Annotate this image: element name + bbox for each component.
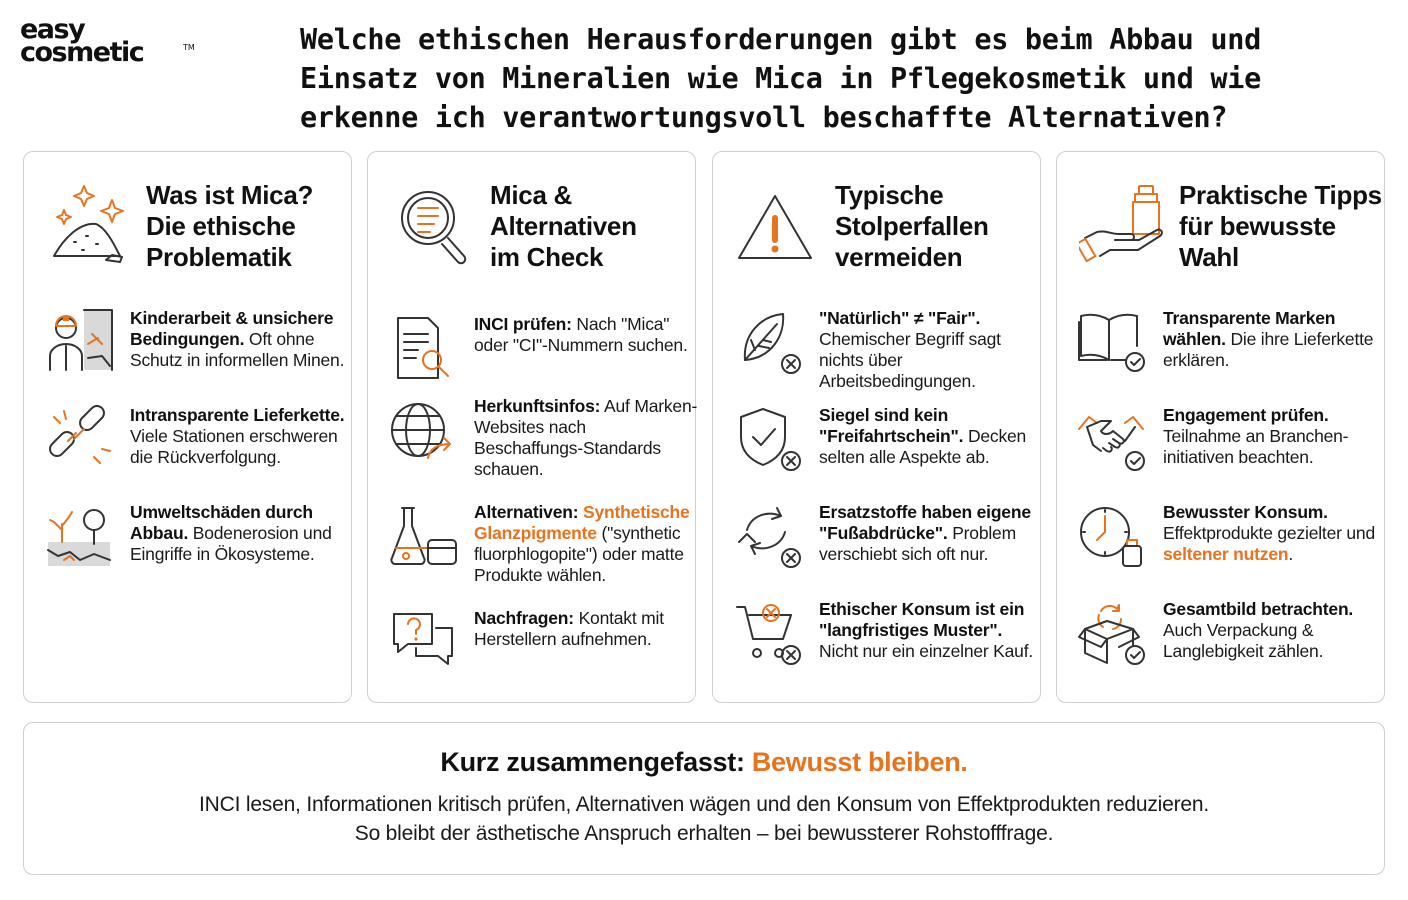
summary-line-1: INCI lesen, Informationen kritisch prüfen, Alternativen wägen und den Konsum von Effektprodukten reduzieren.	[199, 793, 1209, 816]
item-text	[1163, 502, 1388, 565]
item-bold: Herkunftsinfos:	[474, 396, 601, 416]
card-title-line: Was ist Mica?	[146, 180, 314, 210]
item-text	[1163, 405, 1388, 468]
item-body: Auf Marken-Websites nach Beschaffungs-Standards schauen.	[474, 396, 698, 479]
summary-box	[23, 722, 1385, 875]
item-text	[474, 314, 699, 356]
item-body: Auch Verpackung & Langlebigkeit zählen.	[1163, 620, 1324, 661]
item-highlight: Synthetische Glanzpigmente	[474, 502, 690, 543]
card-title-line: für bewusste	[1179, 211, 1336, 241]
item-text	[819, 599, 1044, 662]
clock-bottle-icon	[1077, 502, 1147, 572]
item-body: Kontakt mit Herstellern aufnehmen.	[474, 608, 664, 649]
summary-line-2: So bleibt der ästhetische Anspruch erhalten – bei bewussterer Rohstofffrage.	[354, 822, 1054, 845]
item-body: Viele Stationen erschweren die Rückverfolgung.	[130, 426, 338, 467]
item-bold: Nachfragen:	[474, 608, 574, 628]
item-text	[130, 502, 355, 565]
broken-chain-icon	[44, 405, 114, 475]
card-mica-problem	[23, 151, 352, 703]
page-title: Welche ethischen Herausforderungen gibt es beim Abbau und Einsatz von Mineralien wie Mica in Pflegekosmetik und wie erkenne ich verantwortungsvoll beschaffte Alternativen?	[300, 23, 1261, 134]
card-title	[146, 180, 313, 273]
hand-bottle-icon	[1079, 178, 1163, 268]
item-body: ("synthetic fluorphlogopite") oder matte Produkte wählen.	[474, 523, 684, 585]
card-title-line: Praktische Tipps	[1179, 180, 1382, 210]
item-bold: Kinderarbeit & unsichere Bedingungen.	[130, 308, 334, 349]
environment-damage-icon	[44, 502, 114, 572]
document-search-icon	[388, 314, 458, 384]
summary-title-prefix: Kurz zusammengefasst:	[440, 747, 752, 777]
item-bold: Transparente Marken wählen.	[1163, 308, 1336, 349]
open-book-check-icon	[1077, 308, 1147, 378]
card-pitfalls	[712, 151, 1041, 703]
item-text	[819, 308, 1044, 392]
item-body: Oft ohne Schutz in informellen Minen.	[130, 329, 345, 370]
item-body: Problem verschiebt sich oft nur.	[819, 523, 1016, 564]
card-title-line: Stolperfallen	[835, 211, 989, 241]
card-title-line: im Check	[490, 242, 604, 272]
brand-logo	[20, 14, 200, 68]
item-bold: Siegel sind kein "Freifahrtschein".	[819, 405, 964, 446]
globe-arrow-icon	[388, 396, 458, 466]
item-text	[474, 608, 699, 650]
warning-triangle-icon	[735, 178, 819, 268]
item-text	[130, 405, 355, 468]
card-title	[1179, 180, 1382, 273]
item-body: Nach "Mica" oder "CI"-Nummern suchen.	[474, 314, 688, 355]
recycle-box-check-icon	[1077, 599, 1147, 669]
item-bold: Alternativen:	[474, 502, 579, 522]
item-tail: .	[1288, 544, 1294, 564]
item-text	[474, 396, 699, 480]
card-title-line: Wahl	[1179, 242, 1239, 272]
item-body: Decken selten alle Aspekte ab.	[819, 426, 1027, 467]
summary-title	[24, 747, 1384, 778]
card-title-line: Mica &	[490, 180, 573, 210]
item-text	[1163, 308, 1388, 371]
item-bold: Ethischer Konsum ist ein "langfristiges Muster".	[819, 599, 1025, 640]
item-bold: Umweltschäden durch Abbau.	[130, 502, 313, 543]
item-bold: INCI prüfen:	[474, 314, 572, 334]
item-body: Bodenerosion und Eingriffe in Ökosysteme.	[130, 523, 332, 564]
item-highlight: seltener nutzen	[1163, 544, 1289, 564]
card-title-line: Alternativen	[490, 211, 637, 241]
item-bold: Ersatzstoffe haben eigene "Fußabdrücke".	[819, 502, 1031, 543]
item-bold: Bewusster Konsum.	[1163, 502, 1328, 522]
item-text	[819, 405, 1044, 468]
flask-jar-icon	[388, 502, 458, 572]
item-text	[1163, 599, 1388, 662]
card-title-line: vermeiden	[835, 242, 963, 272]
item-text	[130, 308, 355, 371]
mica-sparkle-pile-icon	[46, 178, 130, 268]
handshake-check-icon	[1077, 405, 1147, 475]
item-body: Chemischer Begriff sagt nichts über Arbeitsbedingungen.	[819, 329, 1001, 391]
item-body: Nicht nur ein einzelner Kauf.	[819, 641, 1034, 661]
item-body: Die ihre Lieferkette erklären.	[1163, 329, 1374, 370]
item-bold: Gesamtbild betrachten.	[1163, 599, 1354, 619]
item-body: Teilnahme an Branchen-initiativen beachten.	[1163, 426, 1349, 467]
item-bold: "Natürlich" ≠ "Fair".	[819, 308, 981, 328]
child-miner-icon	[44, 308, 114, 378]
brand-line1: easy	[20, 14, 85, 45]
summary-title-highlight: Bewusst bleiben.	[751, 747, 968, 777]
swap-arrows-cross-icon	[733, 502, 803, 572]
card-practical-tips	[1056, 151, 1385, 703]
question-chat-icon	[388, 608, 458, 678]
item-bold: Engagement prüfen.	[1163, 405, 1329, 425]
item-bold: Intransparente Lieferkette.	[130, 405, 345, 425]
brand-line2: cosmetic	[20, 37, 144, 68]
brand-tm: TM	[183, 43, 195, 52]
leaf-cross-icon	[733, 308, 803, 378]
shield-cross-icon	[733, 405, 803, 475]
item-text	[474, 502, 699, 586]
cart-cross-icon	[733, 599, 803, 669]
card-title-line: Typische	[835, 180, 944, 210]
item-text	[819, 502, 1044, 565]
card-title	[835, 180, 989, 273]
magnifier-list-icon	[390, 178, 474, 268]
card-title	[490, 180, 637, 273]
card-title-line: Die ethische	[146, 211, 296, 241]
card-title-line: Problematik	[146, 242, 292, 272]
card-alternatives-check	[367, 151, 696, 703]
item-body: Effektprodukte gezielter und	[1163, 523, 1375, 543]
